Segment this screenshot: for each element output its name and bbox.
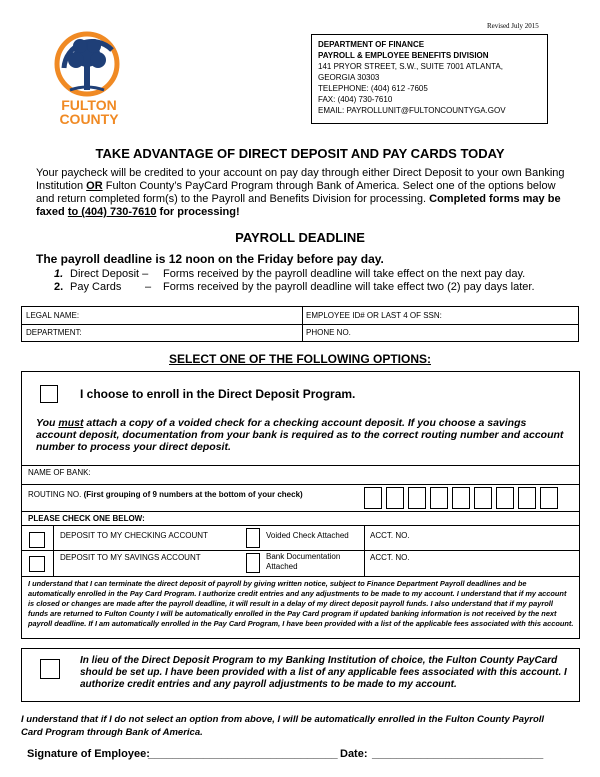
- routing-label: [28, 490, 303, 499]
- intro-text-2: Fulton County’s PayCard Program through Bank of America. Select one of the options below and return completed form(s) to the Payroll and Benefits Division for processing.: [36, 180, 556, 205]
- routing-text: ROUTING NO.: [28, 490, 82, 499]
- paycard-text: In lieu of the Direct Deposit Program to my Banking Institution of choice, the Fulton County PayCard should be set up. I have been provided with a list of any applicable fees associated with this account. I authorize credit entries and any payroll adjustments to be made to my account.: [80, 655, 567, 690]
- deadline-text: The payroll deadline is 12 noon on the Friday before pay day.: [36, 252, 384, 266]
- intro-or: OR: [86, 180, 103, 192]
- dept-email: EMAIL: PAYROLLUNIT@FULTONCOUNTYGA.GOV: [318, 106, 506, 115]
- must-text-1: You: [36, 417, 56, 429]
- direct-deposit-terms: I understand that I can terminate the direct deposit of payroll by giving written notice, subject to Finance Department Payroll deadlines and be automatically enrolled in the Pay Card Program. I authorize credit entries and any adjustments to be made to my account. I understand that if my account is closed or changes are made after the payroll deadline, it will result in a delay of my direct deposit payroll funds. I also understand that if my payroll funds are returned to Fulton County I will be automatically enrolled in the Pay Card program if updated banking information is not received by the next payroll deadline. If I am automatically enrolled in the Pay Card Program, I have been provided with a list of the applicable fees associated with this account.: [28, 579, 574, 628]
- checking-account-checkbox[interactable]: [29, 532, 45, 548]
- bank-name-field[interactable]: NAME OF BANK:: [28, 468, 91, 477]
- fax-text-1: Completed forms may be faxed: [36, 193, 561, 218]
- dept-telephone: TELEPHONE: (404) 612 -7605: [318, 84, 428, 93]
- dept-city: GEORGIA 30303: [318, 73, 380, 82]
- savings-account-label: DEPOSIT TO MY SAVINGS ACCOUNT: [60, 553, 201, 562]
- item-number-1: 1.: [54, 268, 64, 280]
- auto-enroll-notice: I understand that if I do not select an option from above, I will be automatically enrolled in the Fulton County Payroll Card Program through Bank of America.: [21, 714, 545, 738]
- department-field[interactable]: DEPARTMENT:: [26, 328, 82, 337]
- fulton-county-logo: [50, 28, 130, 128]
- phone-field[interactable]: PHONE NO.: [306, 328, 351, 337]
- item-pay-cards: [54, 281, 63, 293]
- routing-digit-box[interactable]: [518, 487, 536, 509]
- voided-check-checkbox[interactable]: [246, 528, 260, 548]
- routing-digit-box[interactable]: [452, 487, 470, 509]
- bank-doc-label: Bank Documentation Attached: [266, 552, 341, 571]
- page-title: TAKE ADVANTAGE OF DIRECT DEPOSIT AND PAY CARDS TODAY: [95, 146, 505, 161]
- fax-text-3: for processing!: [159, 206, 240, 218]
- must-text-3: attach a copy of a voided check for a checking account deposit. If you choose a savings account deposit, documentation from your bank is required as to the correct routing number and account number to process your direct deposit.: [36, 417, 564, 453]
- item-direct-deposit: [54, 268, 63, 280]
- date-label: Date:: [340, 748, 368, 760]
- select-options-text: SELECT ONE OF THE FOLLOWING OPTIONS:: [169, 352, 431, 366]
- payroll-deadline-heading: PAYROLL DEADLINE: [235, 230, 365, 245]
- savings-account-checkbox[interactable]: [29, 556, 45, 572]
- bank-doc-checkbox[interactable]: [246, 553, 260, 573]
- routing-digit-box[interactable]: [364, 487, 382, 509]
- routing-digit-box[interactable]: [408, 487, 426, 509]
- voided-check-label: Voided Check Attached: [266, 531, 349, 540]
- direct-deposit-enroll-label: I choose to enroll in the Direct Deposit Program.: [80, 387, 356, 401]
- routing-digit-box[interactable]: [386, 487, 404, 509]
- signature-label: Signature of Employee:: [27, 748, 150, 760]
- intro-paragraph: [36, 167, 566, 219]
- item-pay-cards-text: Forms received by the payroll deadline will take effect two (2) pay days later.: [163, 281, 535, 293]
- routing-digit-box[interactable]: [474, 487, 492, 509]
- revised-date: Revised July 2015: [487, 22, 539, 30]
- signature-line[interactable]: _______________________________: [148, 748, 338, 760]
- legal-name-field[interactable]: LEGAL NAME:: [26, 311, 80, 320]
- item-direct-deposit-text: Forms received by the payroll deadline will take effect on the next pay day.: [163, 268, 526, 280]
- department-address-box: [311, 34, 548, 124]
- direct-deposit-instructions: [36, 417, 566, 453]
- checking-acct-no-field[interactable]: ACCT. NO.: [370, 531, 410, 540]
- must-word: must: [58, 417, 84, 429]
- dept-street: 141 PRYOR STREET, S.W., SUITE 7001 ATLANTA,: [318, 62, 503, 71]
- direct-deposit-section: [21, 371, 580, 639]
- routing-note: (First grouping of 9 numbers at the bottom of your check): [83, 490, 303, 499]
- dept-name: DEPARTMENT OF FINANCE: [318, 40, 425, 49]
- employee-info-table: [21, 306, 579, 342]
- intro-text-1: Your paycheck will be credited to your account on pay day through either Direct Deposit to your own Banking Institution: [36, 167, 565, 192]
- fax-number: to (404) 730-7610: [67, 206, 157, 218]
- direct-deposit-checkbox[interactable]: [40, 385, 58, 403]
- savings-acct-no-field[interactable]: ACCT. NO.: [370, 553, 410, 562]
- paycard-checkbox[interactable]: [40, 659, 60, 679]
- logo-text-fulton: FULTON: [61, 97, 117, 113]
- select-options-heading: [0, 352, 600, 366]
- employee-id-field[interactable]: EMPLOYEE ID# OR LAST 4 OF SSN:: [306, 311, 442, 320]
- date-line[interactable]: ____________________________: [372, 748, 544, 760]
- routing-digit-box[interactable]: [496, 487, 514, 509]
- item-pay-cards-dash: –: [145, 281, 152, 293]
- check-one-label: PLEASE CHECK ONE BELOW:: [28, 514, 145, 523]
- routing-digit-box[interactable]: [540, 487, 558, 509]
- paycard-section: [21, 648, 580, 702]
- checking-account-label: DEPOSIT TO MY CHECKING ACCOUNT: [60, 531, 208, 540]
- item-pay-cards-label: Pay Cards: [70, 281, 122, 293]
- routing-digit-box[interactable]: [430, 487, 448, 509]
- item-number-2: 2.: [54, 281, 64, 293]
- dept-division: PAYROLL & EMPLOYEE BENEFITS DIVISION: [318, 51, 489, 60]
- dept-fax: FAX: (404) 730-7610: [318, 95, 393, 104]
- item-direct-deposit-label: Direct Deposit –: [70, 268, 149, 280]
- logo-text-county: COUNTY: [59, 111, 119, 127]
